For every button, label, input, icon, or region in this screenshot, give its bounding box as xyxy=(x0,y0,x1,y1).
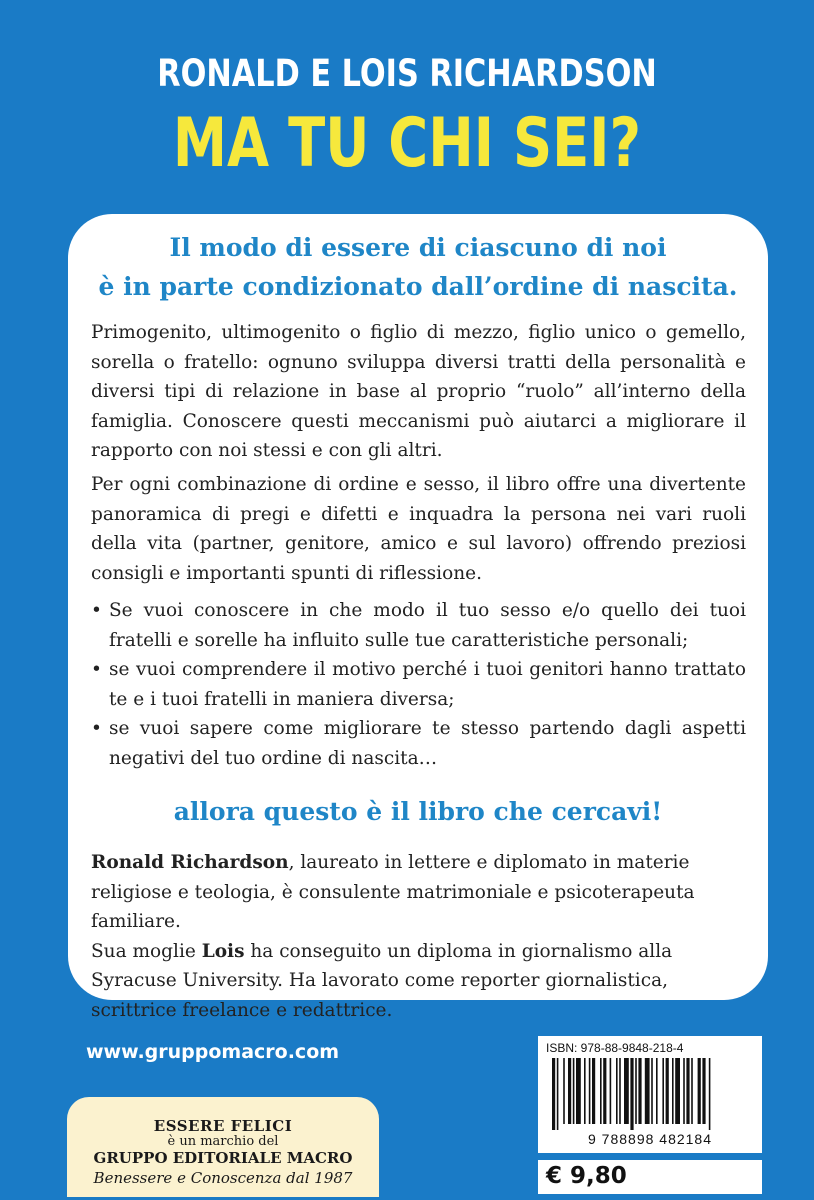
lead-line-1: Il modo di essere di ciascuno di noi xyxy=(169,233,667,262)
barcode-box xyxy=(538,1036,762,1153)
list-item xyxy=(91,714,746,773)
author-name-ronald: Ronald Richardson xyxy=(91,852,289,873)
publisher-name: GRUPPO EDITORIALE MACRO xyxy=(93,1149,353,1167)
imprint-relation: è un marchio del xyxy=(167,1134,279,1149)
list-item xyxy=(91,596,746,655)
list-item xyxy=(91,655,746,714)
bio-text-ronald: , laureato in lettere e diplomato in materie religiose e teologia, è consulente matrimoniale e psicoterapeuta familiare. xyxy=(91,852,695,932)
price-label: € 9,80 xyxy=(546,1163,627,1189)
description-panel xyxy=(68,214,768,1021)
bullet-icon: • xyxy=(91,600,102,621)
price-box xyxy=(538,1160,762,1194)
bullet-text: se vuoi comprendere il motivo perché i tuoi genitori hanno trattato te e i tuoi fratelli in maniera diversa; xyxy=(109,659,746,710)
author-bio xyxy=(91,848,746,1025)
bio-text-lois: ha conseguito un diploma in giornalismo alla Syracuse University. Ha lavorato come reporter giornalistica, scrittrice freelance e redattrice. xyxy=(91,940,673,1021)
imprint-name: ESSERE FELICI xyxy=(153,1117,293,1135)
publisher-website: www.gruppomacro.com xyxy=(86,1041,340,1063)
publisher-box xyxy=(67,1097,379,1197)
isbn-label: ISBN: 978-88-9848-218-4 xyxy=(546,1041,684,1055)
bullet-icon: • xyxy=(91,659,102,680)
barcode-digits: 9 788898 482184 xyxy=(588,1131,712,1147)
lead-line-2: è in parte condizionato dall’ordine di nascita. xyxy=(98,272,738,301)
paragraph-overview: Per ogni combinazione di ordine e sesso, il libro offre una divertente panoramica di pregi e difetti e inquadra la persona nei vari ruoli della vita (partner, genitore, amico e sul lavoro) offrendo preziosi consigli e importanti spunti di riflessione. xyxy=(91,474,746,584)
paragraph-intro: Primogenito, ultimogenito o figlio di mezzo, figlio unico o gemello, sorella o fratello: ognuno sviluppa diversi tratti della personalità e diversi tipi di relazione in base al proprio “ruolo” all’interno della famiglia. Conoscere questi meccanismi può aiutarci a migliorare il rapporto con noi stessi e con gli altri. xyxy=(91,322,746,461)
publisher-slogan: Benessere e Conoscenza dal 1987 xyxy=(93,1169,353,1187)
bullet-icon: • xyxy=(91,718,102,739)
barcode-icon xyxy=(542,1058,758,1130)
bullet-text: Se vuoi conoscere in che modo il tuo sesso e/o quello dei tuoi fratelli e sorelle ha influito sulle tue caratteristiche personali; xyxy=(109,600,746,651)
author-name-lois: Lois xyxy=(201,940,245,962)
bio-text-lois-intro: Sua moglie xyxy=(91,940,202,962)
lead-text xyxy=(68,228,768,306)
bullet-list xyxy=(91,596,746,773)
book-title: MA TU CHI SEI? xyxy=(172,104,642,183)
book-authors: RONALD E LOIS RICHARDSON xyxy=(157,52,657,95)
bullet-text: se vuoi sapere come migliorare te stesso partendo dagli aspetti negativi del tuo ordine di nascita… xyxy=(109,718,746,769)
call-to-action: allora questo è il libro che cercavi! xyxy=(173,797,663,826)
